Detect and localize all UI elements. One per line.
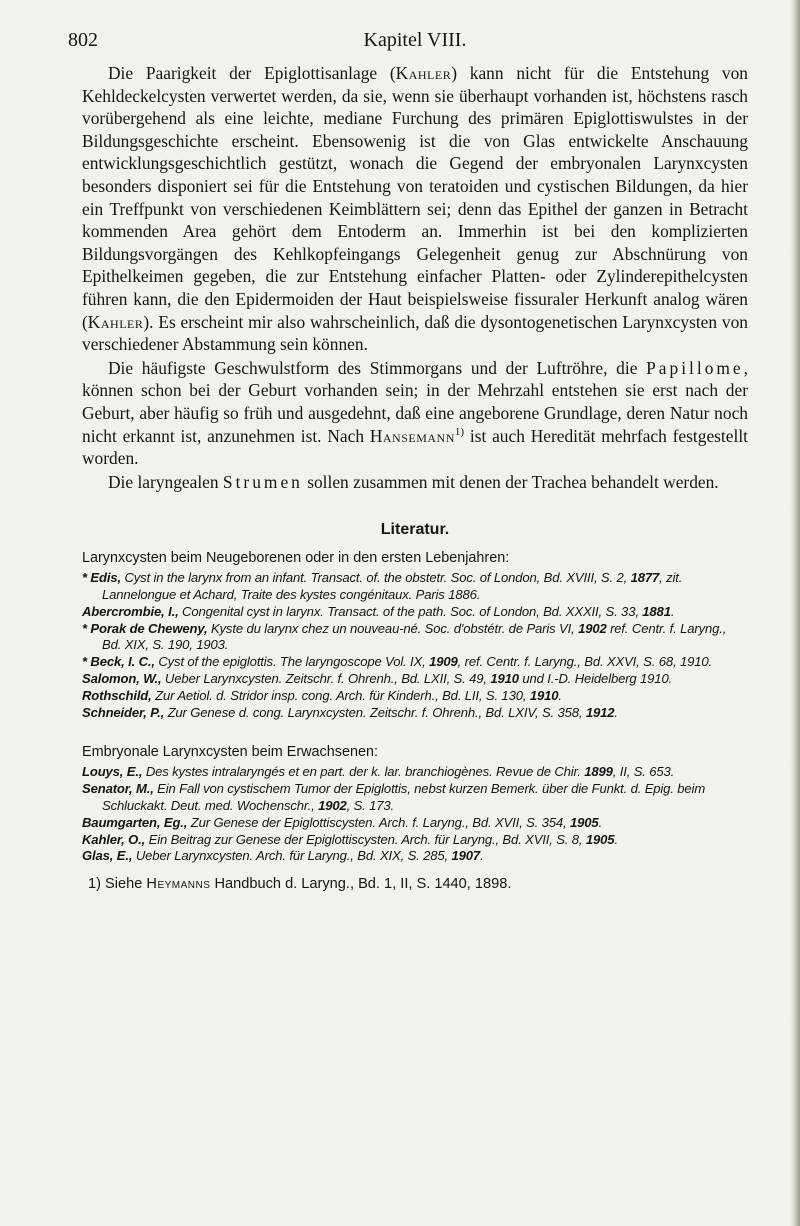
literature-heading: Literatur. — [380, 521, 450, 539]
literature-group-newborn — [82, 570, 748, 721]
entry-rest: . — [614, 704, 618, 720]
entry-year: 1907 — [451, 848, 481, 864]
entry-author: Rothschild, — [82, 687, 152, 703]
author-name-hansemann: Hansemann — [369, 425, 455, 446]
author-name-kahler: Kahler — [87, 311, 144, 332]
entry-rest: . — [558, 687, 562, 703]
entry-author: Senator, M., — [82, 781, 154, 797]
entry-rest: ref. Centr. f. Laryng., Bd. XIX, S. 190, 1903. — [102, 620, 727, 653]
literature-entry — [82, 832, 748, 849]
paragraph-epiglottis — [82, 62, 748, 356]
entry-year: 1902 — [318, 798, 347, 814]
literature-entry — [82, 764, 748, 781]
literature-entry — [82, 604, 748, 621]
entry-rest: . — [614, 831, 618, 847]
literature-entry — [82, 671, 748, 688]
entry-year: 1905 — [570, 814, 599, 830]
entry-year: 1910 — [490, 671, 519, 687]
entry-text: Cyst in the larynx from an infant. Transact. of. the obstetr. Soc. of London, Bd. XVIII, S. 2, — [120, 570, 631, 586]
literature-group-title: Larynxcysten beim Neugeborenen oder in den ersten Lebenjahren: — [82, 550, 510, 567]
entry-text: Ueber Larynxcysten. Zeitschr. f. Ohrenh., Bd. LXII, S. 49, — [161, 671, 491, 687]
author-name-heymanns: Heymanns — [146, 876, 211, 893]
text-run: sollen zusammen mit denen der Trachea behandelt werden. — [302, 471, 719, 492]
footnote-marker: 1) — [454, 425, 465, 438]
literature-entry — [82, 621, 748, 655]
entry-author: Kahler, O., — [82, 831, 146, 847]
text-run: Handbuch d. Laryng., Bd. 1, II, S. 1440, 1898. — [210, 876, 512, 893]
entry-year: 1909 — [429, 654, 458, 670]
literature-entry — [82, 570, 748, 604]
entry-year: 1877 — [630, 570, 660, 586]
entry-year: 1899 — [584, 764, 613, 780]
text-run: , können schon bei der Geburt vorhanden sein; in der Mehrzahl entstehen sie erst nach der Geburt, aber häufig so früh und ausgedehnt, daß eine angeborene Grundlage, deren Natur noch nicht erkannt ist, anzunehmen ist. Nach — [82, 357, 748, 446]
text-run: Die laryngealen — [108, 471, 223, 492]
entry-author: * Porak de Cheweny, — [82, 620, 208, 636]
entry-rest: , zit. Lannelongue et Achard, Traite des kystes congénitaux. Paris 1886. — [102, 570, 683, 603]
page-number: 802 — [68, 29, 98, 51]
footnote — [82, 875, 748, 894]
entry-text: Des kystes intralaryngés et en part. der k. lar. branchiogènes. Revue de Chir. — [142, 764, 585, 780]
footnote-mark: 1) — [88, 876, 101, 893]
entry-rest: . — [480, 848, 484, 864]
entry-text: Zur Genese der Epiglottiscysten. Arch. f. Laryng., Bd. XVII, S. 354, — [187, 814, 571, 830]
entry-author: Salomon, W., — [82, 671, 162, 687]
literature-entry — [82, 654, 748, 671]
literature-group-adult — [82, 764, 748, 865]
literature-group-title: Embryonale Larynxcysten beim Erwachsenen: — [82, 744, 378, 761]
entry-text: Zur Aetiol. d. Stridor insp. cong. Arch. für Kinderh., Bd. LII, S. 130, — [151, 687, 530, 703]
entry-rest: , S. 173. — [346, 798, 395, 814]
entry-author: Abercrombie, I., — [82, 603, 179, 619]
text-run: ). Es erscheint mir also wahrscheinlich, daß die dysontogenetischen Larynxcysten von verschiedener Abstammung sein können. — [82, 311, 748, 355]
literature-entry — [82, 705, 748, 722]
body-text — [82, 62, 748, 493]
literature-entry — [82, 688, 748, 705]
entry-rest: . — [670, 603, 675, 619]
entry-author: * Edis, — [82, 570, 121, 586]
paragraph-papillome — [82, 357, 748, 470]
author-name-kahler: Kahler — [395, 63, 452, 83]
literature-entry — [82, 848, 748, 865]
entry-year: 1912 — [585, 704, 615, 720]
entry-rest: , ref. Centr. f. Laryng., Bd. XXVI, S. 68, 1910. — [457, 654, 712, 670]
entry-text: Ein Beitrag zur Genese der Epiglottiscysten. Arch. für Laryng., Bd. XVII, S. 8, — [145, 831, 586, 847]
text-run: ) kann nicht für die Entstehung von Kehldeckelcysten verwertet werden, da sie, wenn sie überhaupt vorhanden ist, höchstens rasch vorübergehend als eine leichte, mediane Furchung des primären Epiglottiswulstes in der Bildungsgeschichte erscheint. Ebensowenig ist die von Glas entwickelte Anschauung entwicklungsgeschichtlich gestützt, wonach die Gegend der embryonalen Larynxcysten besonders disponiert sei für die Entstehung von teratoiden und cystischen Bildungen, da hier ein Treffpunkt von verschiedenen Keimblättern sei; denn das Epithel der ganzen in Betracht kommenden Area gehört dem Entoderm an. Immerhin ist bei den komplizierten Bildungsvorgängen des Kehlkopfeingangs Gelegenheit genug zur Abschnürung von Epithelkeimen gegeben, die zur Entstehung einfacher Platten- oder Zylinderepithelcysten führen kann, die den Epidermoiden der Haut beispielsweise fissuraler Herkunft analog wären ( — [82, 63, 748, 332]
entry-text: Ueber Larynxcysten. Arch. für Laryng., Bd. XIX, S. 285, — [132, 848, 452, 864]
entry-rest: , II, S. 653. — [612, 764, 675, 780]
entry-text: Congenital cyst in larynx. Transact. of the path. Soc. of London, Bd. XXXII, S. 33, — [178, 603, 643, 619]
entry-year: 1902 — [578, 620, 607, 636]
page-header — [68, 26, 748, 54]
text-run: ist auch Heredität mehrfach festgestellt worden. — [82, 425, 748, 469]
entry-text: Kyste du larynx chez un nouveau-né. Soc. d'obstétr. de Paris VI, — [207, 620, 579, 636]
entry-year: 1905 — [585, 831, 615, 847]
entry-text: Cyst of the epiglottis. The laryngoscope Vol. IX, — [154, 654, 430, 670]
literature-entry — [82, 781, 748, 815]
entry-author: Baumgarten, Eg., — [82, 814, 188, 830]
chapter-title: Kapitel VIII. — [363, 29, 467, 51]
paragraph-strumen — [82, 471, 748, 494]
book-page — [68, 26, 748, 894]
entry-text: Zur Genese d. cong. Larynxcysten. Zeitschr. f. Ohrenh., Bd. LXIV, S. 358, — [164, 704, 586, 720]
text-run: Die häufigste Geschwulstform des Stimmorgans und der Luftröhre, die — [108, 357, 647, 378]
entry-author: Glas, E., — [82, 848, 133, 864]
term-strumen: Strumen — [222, 471, 303, 492]
entry-year: 1910 — [529, 687, 559, 703]
entry-author: Schneider, P., — [82, 704, 165, 720]
page-edge-shadow — [790, 0, 800, 1226]
entry-author: * Beck, I. C., — [82, 654, 155, 670]
entry-rest: und I.-D. Heidelberg 1910. — [518, 671, 673, 687]
literature-entry — [82, 815, 748, 832]
term-papillome: Papillome — [646, 357, 744, 378]
entry-rest: . — [598, 814, 603, 830]
entry-text: Ein Fall von cystischem Tumor der Epiglottis, nebst kurzen Bemerk. über die Funkt. d. Epig. beim Schluckakt. Deut. med. Wochenschr., — [102, 781, 706, 814]
entry-year: 1881 — [642, 603, 671, 619]
text-run: Die Paarigkeit der Epiglottisanlage ( — [108, 63, 396, 83]
text-run: Siehe — [100, 876, 147, 893]
entry-author: Louys, E., — [82, 764, 143, 780]
